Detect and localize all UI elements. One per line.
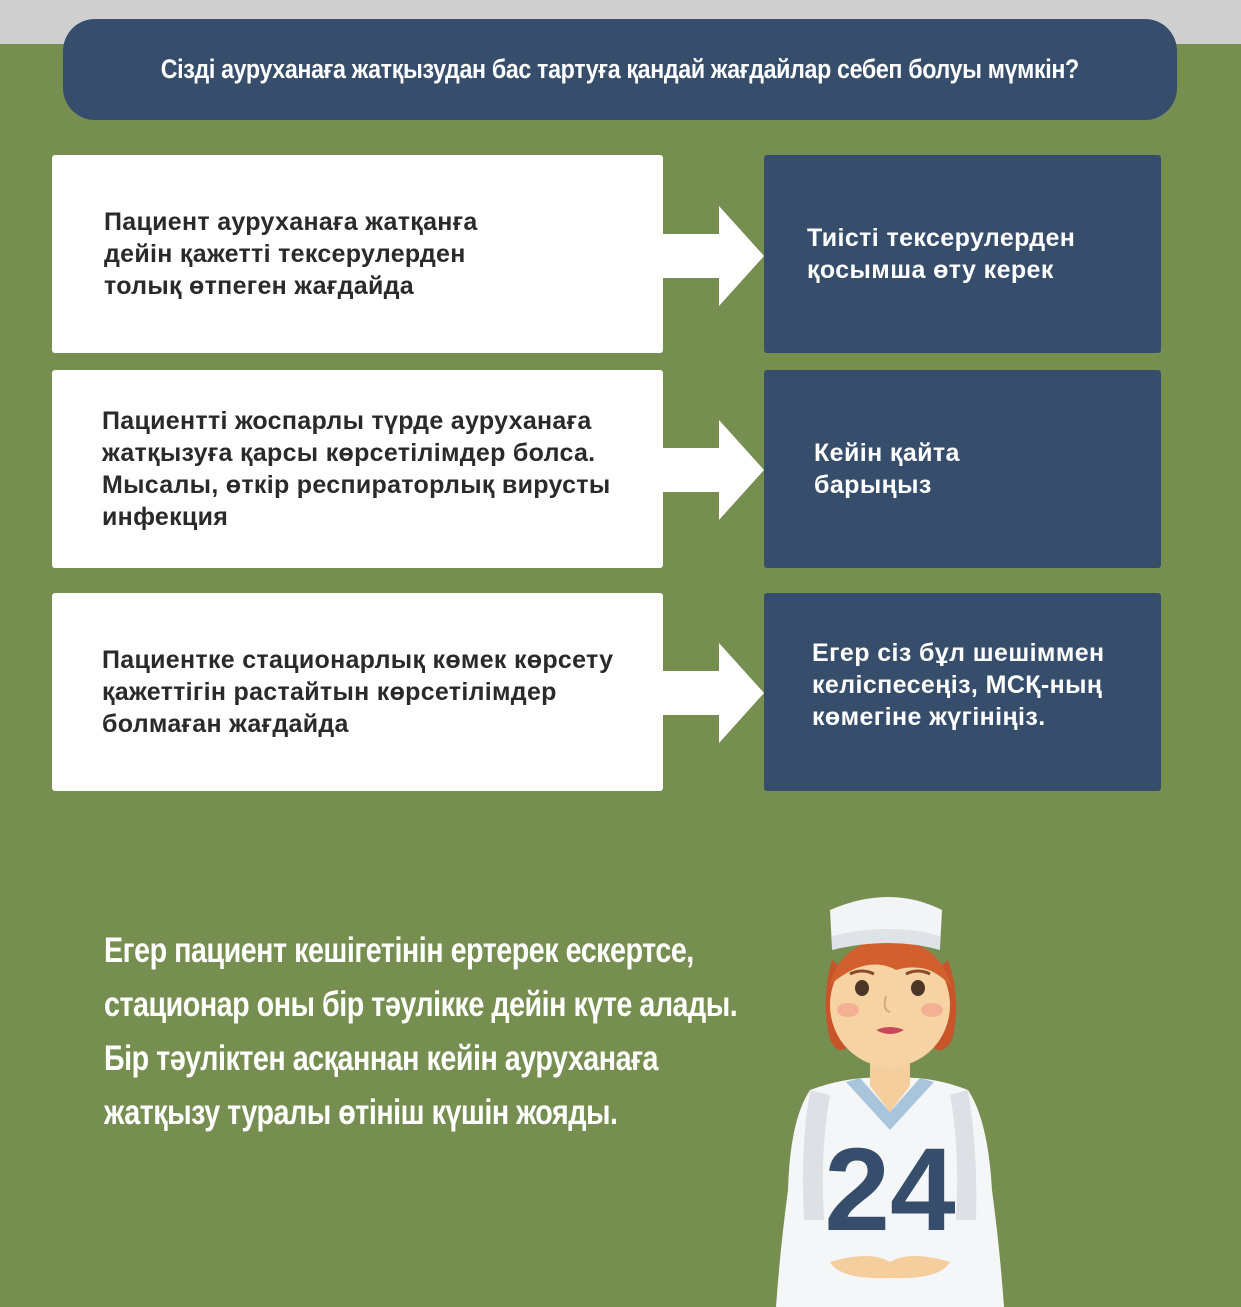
arrow-right-icon xyxy=(663,420,764,520)
action-card-3 xyxy=(764,593,1161,791)
nurse-illustration xyxy=(770,890,1010,1307)
arrow-right-icon xyxy=(663,643,764,743)
cause-text-1: Пациент ауруханаға жатқанға дейін қажетті тексерулерден толық өтпеген жағдайда xyxy=(104,208,478,300)
delay-note-text: Егер пациент кешігетінін ертерек ескертсе, стационар оны бір тәулікке дейін күте алады. Бір тәуліктен асқаннан кейін ауруханаға жатқызу туралы өтініш күшін жояды. xyxy=(104,931,738,1132)
cause-card-3 xyxy=(52,593,663,791)
cause-card-2 xyxy=(52,370,663,568)
action-text-3: Егер сіз бұл шешіммен келіспесеңіз, МСҚ-ның көмегіне жүгініңіз. xyxy=(812,639,1105,731)
action-text-2: Кейін қайта барыңыз xyxy=(814,439,960,499)
page-title-text: Сізді ауруханаға жатқызудан бас тартуға қандай жағдайлар себеп болуы мүмкін? xyxy=(160,54,1080,84)
delay-note xyxy=(104,924,764,1140)
cause-card-1 xyxy=(52,155,663,353)
arrow-right-icon xyxy=(663,206,764,306)
action-card-2 xyxy=(764,370,1161,568)
cause-text-3: Пациентке стационарлық көмек көрсету қажеттігін растайтын көрсетілімдер болмаған жағдайда xyxy=(102,646,614,738)
page-title xyxy=(63,19,1177,120)
nurse-badge-number: 24 xyxy=(824,1124,956,1256)
action-card-1 xyxy=(764,155,1161,353)
action-text-1: Тиісті тексерулерден қосымша өту керек xyxy=(807,224,1076,284)
cause-text-2: Пациентті жоспарлы түрде ауруханаға жатқызуға қарсы көрсетілімдер болса. Мысалы, өткір респираторлық вирусты инфекция xyxy=(102,407,611,531)
